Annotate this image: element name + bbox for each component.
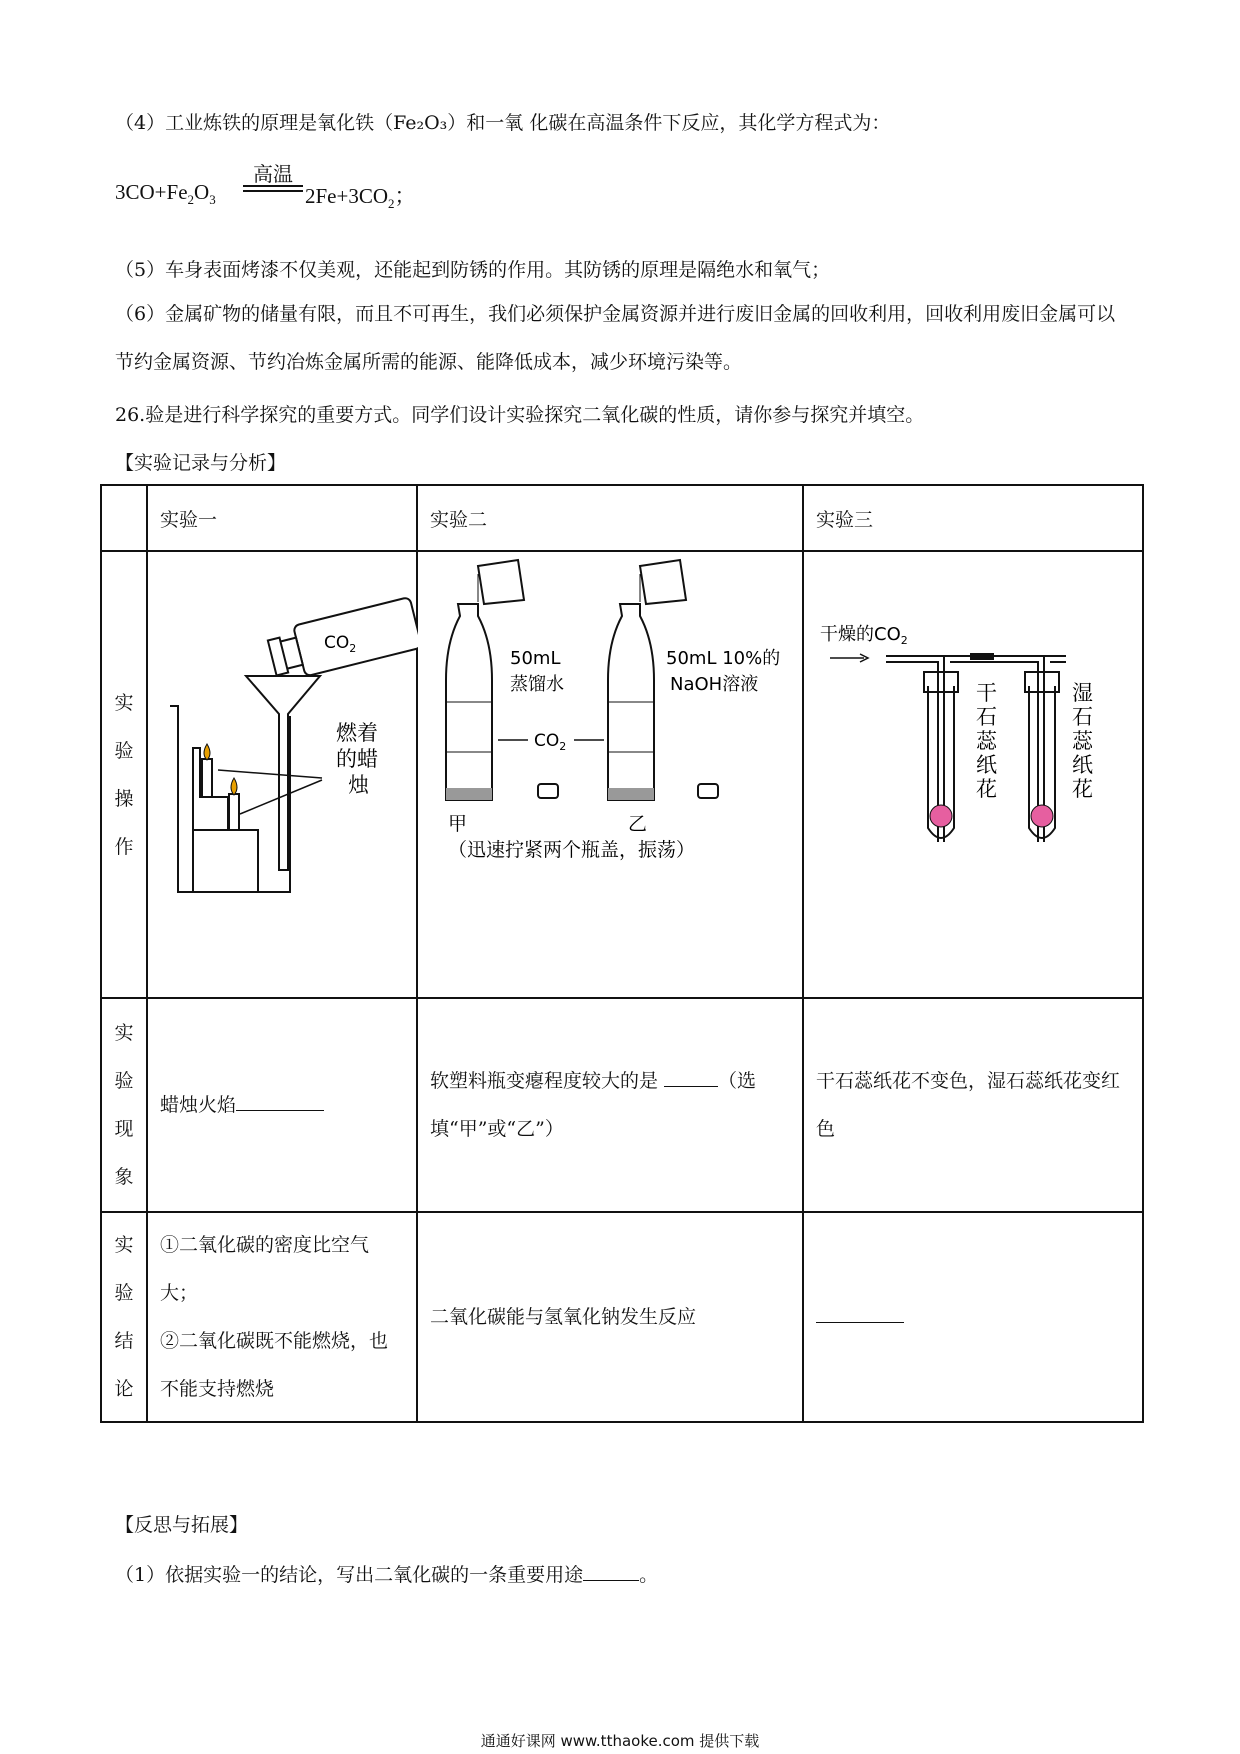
- bottle-b-label: 乙: [628, 813, 648, 835]
- svg-text:石: 石: [976, 705, 997, 729]
- svg-text:蕊: 蕊: [1072, 729, 1093, 753]
- exp2-figure-cell: [417, 551, 803, 998]
- candle-label-line3: 烛: [348, 773, 369, 797]
- dry-co2-label: 干燥的$CO_2$: [820, 624, 908, 647]
- section-reflect-heading: 【反思与拓展】: [115, 1514, 249, 1536]
- row-label-conclusion: 实 验 结 论: [101, 1212, 147, 1422]
- svg-text:纸: 纸: [1072, 753, 1093, 777]
- header-exp2: 实验二: [417, 485, 803, 551]
- exp1-phenomenon-blank[interactable]: [236, 1110, 324, 1111]
- chemical-equation: [115, 158, 515, 218]
- exp2-phenomenon-blank[interactable]: [664, 1086, 718, 1087]
- equation-condition: 高温: [253, 162, 293, 186]
- exp2-co2-label: $CO_2$: [534, 731, 567, 753]
- exp3-conclusion-blank[interactable]: [816, 1322, 904, 1323]
- water-label-1: 50mL: [510, 648, 561, 669]
- exp1-figure-cell: [147, 551, 417, 998]
- exp1-conclusion: ①二氧化碳的密度比空气大； ②二氧化碳既不能燃烧，也不能支持燃烧: [147, 1212, 417, 1422]
- row-label-phenomenon: 实 验 现 象: [101, 998, 147, 1212]
- reflect-question-1: （1）依据实验一的结论，写出二氧化碳的一条重要用途 。: [115, 1564, 659, 1586]
- page-footer: 通通好课网 www.tthaoke.com 提供下载: [480, 1732, 760, 1750]
- q5-text: （5）车身表面烤漆不仅美观，还能起到防锈的作用。其防锈的原理是隔绝水和氧气；: [115, 259, 831, 281]
- equation-equals-sign: [243, 185, 303, 192]
- exp1-phenomenon: 蜡烛火焰: [147, 998, 417, 1212]
- exp3-conclusion: [803, 1212, 1143, 1422]
- svg-text:蕊: 蕊: [976, 729, 997, 753]
- flame-icon: [231, 778, 237, 795]
- q26-text: 26.验是进行科学探究的重要方式。同学们设计实验探究二氧化碳的性质，请你参与探究并填空。: [115, 404, 925, 426]
- experiment-table: [100, 484, 1144, 1423]
- tube-connector: [970, 653, 994, 660]
- naoh-label-1: 50mL 10%的: [666, 648, 781, 669]
- svg-text:石: 石: [1072, 705, 1093, 729]
- header-exp3: 实验三: [803, 485, 1143, 551]
- bottle-a-liquid: [446, 788, 492, 800]
- exp2-phenomenon: 软塑料瓶变瘪程度较大的是 （选填“甲”或“乙”）: [417, 998, 803, 1212]
- section-record-heading: 【实验记录与分析】: [115, 452, 287, 474]
- wet-flower-label: [1072, 681, 1094, 801]
- exp3-phenomenon: 干石蕊纸花不变色，湿石蕊纸花变红色: [803, 998, 1143, 1212]
- dry-flower-icon: [930, 805, 952, 827]
- exp3-diagram: [804, 552, 1144, 992]
- water-label-2: 蒸馏水: [510, 674, 564, 695]
- q4-text: （4）工业炼铁的原理是氧化铁（Fe₂O₃）和一氧 化碳在高温条件下反应，其化学方程式为：: [115, 112, 891, 134]
- naoh-label-2: NaOH溶液: [670, 674, 759, 695]
- dry-flower-label: [976, 681, 998, 801]
- exp1-co2-label: $CO_2$: [324, 633, 357, 655]
- header-exp1: 实验一: [147, 485, 417, 551]
- exp2-conclusion: 二氧化碳能与氢氧化钠发生反应: [417, 1212, 803, 1422]
- bottle-b-liquid: [608, 788, 654, 800]
- row-label-operation: 实 验 操 作: [101, 551, 147, 998]
- equation-reactants: $3CO+Fe_2O_3$: [115, 180, 216, 208]
- reflect1-blank[interactable]: [583, 1580, 639, 1581]
- bottle-a-label: 甲: [448, 813, 468, 835]
- candle-label-line2: 的蜡: [336, 747, 378, 771]
- svg-text:花: 花: [976, 777, 997, 801]
- svg-text:花: 花: [1072, 777, 1093, 801]
- svg-text:纸: 纸: [976, 753, 997, 777]
- wet-flower-icon: [1031, 805, 1053, 827]
- candle-label-line1: 燃着: [336, 721, 378, 745]
- exp1-diagram: [148, 552, 418, 992]
- svg-text:湿: 湿: [1072, 681, 1093, 705]
- exp3-figure-cell: [803, 551, 1143, 998]
- q6-text: （6）金属矿物的储量有限，而且不可再生，我们必须保护金属资源并进行废旧金属的回收利用，回收利用废旧金属可以节约金属资源、节约冶炼金属所需的能源、能降低成本，减少环境污染等。: [115, 303, 1116, 373]
- exp2-diagram: [418, 552, 804, 992]
- exp2-caption: （迅速拧紧两个瓶盖，振荡）: [448, 839, 696, 861]
- corner-cell: [101, 485, 147, 551]
- svg-text:干: 干: [976, 681, 997, 705]
- flame-icon: [204, 744, 210, 760]
- equation-products: $2Fe+3CO_2$；: [305, 184, 416, 212]
